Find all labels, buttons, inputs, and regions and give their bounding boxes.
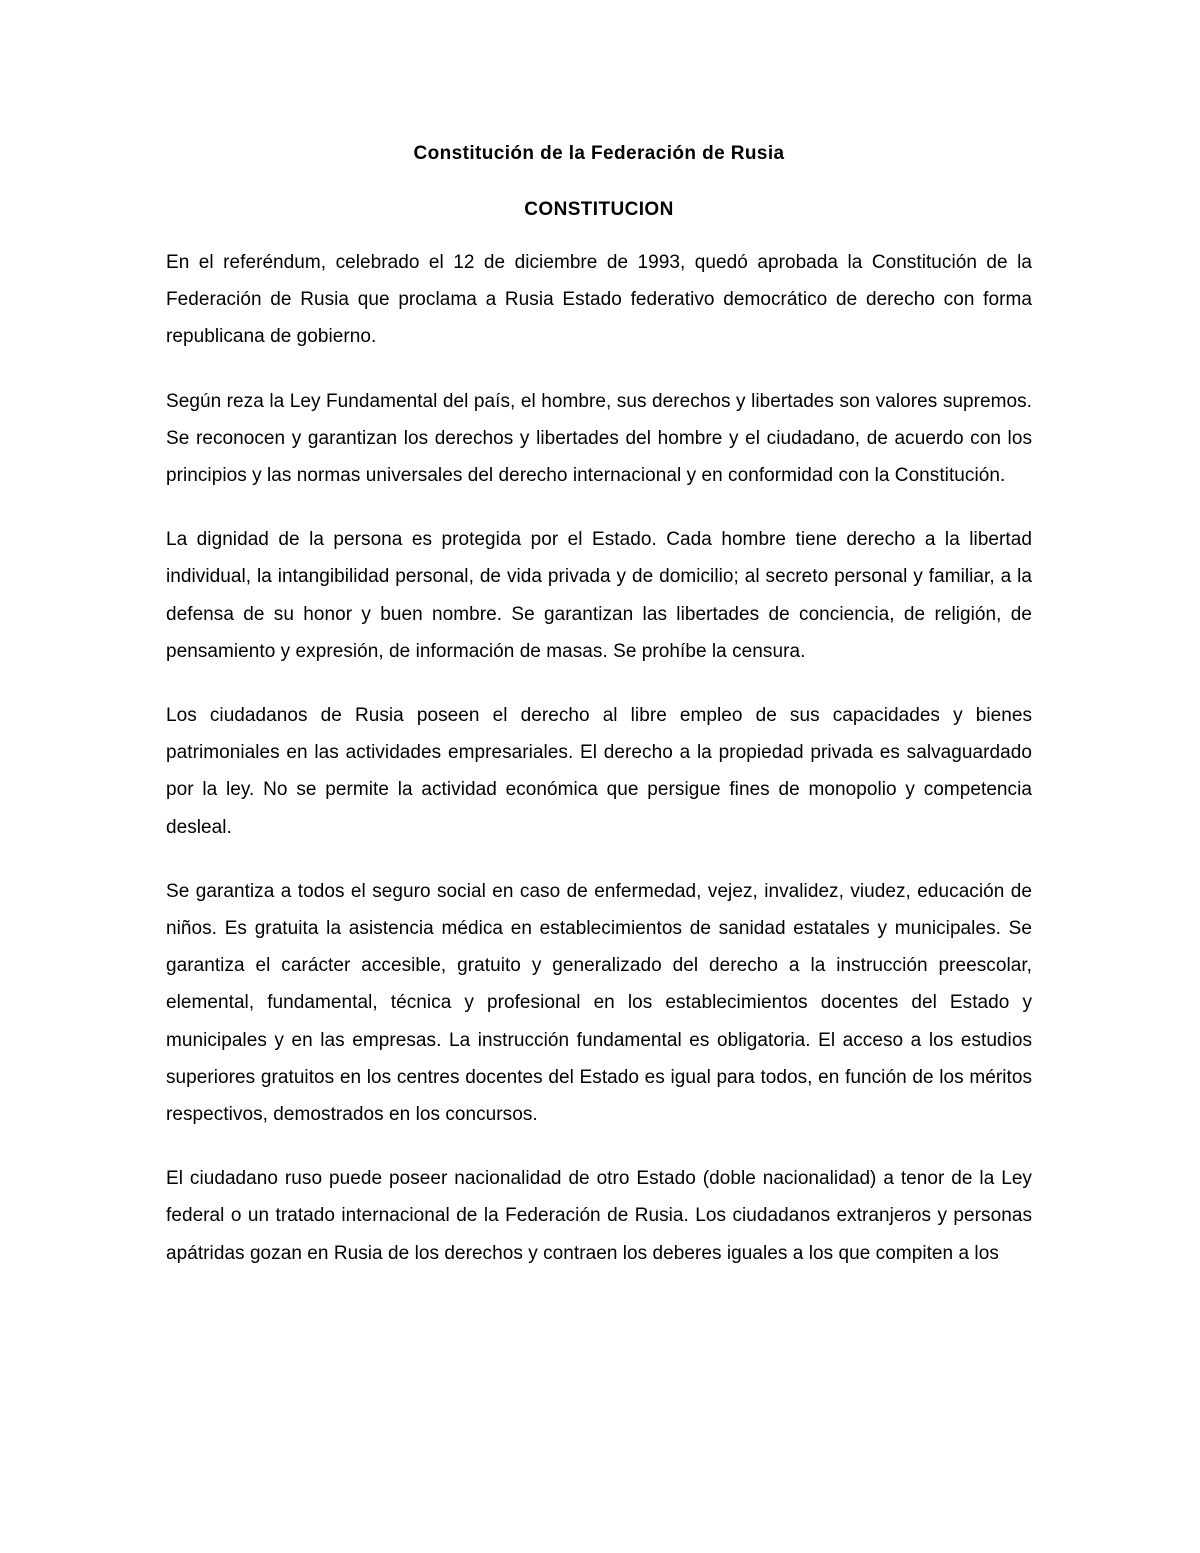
document-subtitle: CONSTITUCION xyxy=(524,199,674,220)
paragraph-economic-rights: Los ciudadanos de Rusia poseen el derecho al libre empleo de sus capacidades y bienes patrimoniales en las actividades empresariales. El derecho a la propiedad privada es salvaguardado por la ley. No se permite la actividad económica que persigue fines de monopolio y competencia desleal. xyxy=(166,705,1032,838)
document-body xyxy=(166,244,1032,1272)
paragraph-nationality: El ciudadano ruso puede poseer nacionalidad de otro Estado (doble nacionalidad) a tenor de la Ley federal o un tratado internacional de la Federación de Rusia. Los ciudadanos extranjeros y personas apátridas gozan en Rusia de los derechos y contraen los deberes iguales a los que compiten a los xyxy=(166,1168,1032,1264)
paragraph-fundamental-law: Según reza la Ley Fundamental del país, el hombre, sus derechos y libertades son valores supremos. Se reconocen y garantizan los derechos y libertades del hombre y el ciudadano, de acuerdo con los principios y las normas universales del derecho internacional y en conformidad con la Constitución. xyxy=(166,390,1032,487)
paragraph-dignity: La dignidad de la persona es protegida por el Estado. Cada hombre tiene derecho a la libertad individual, la intangibilidad personal, de vida privada y de domicilio; al secreto personal y familiar, a la defensa de su honor y buen nombre. Se garantizan las libertades de conciencia, de religión, de pensamiento y expresión, de información de masas. Se prohíbe la censura. xyxy=(166,529,1032,662)
paragraph-social-security: Se garantiza a todos el seguro social en caso de enfermedad, vejez, invalidez, viudez, educación de niños. Es gratuita la asistencia médica en establecimientos de sanidad estatales y municipales. Se garantiza el carácter accesible, gratuito y generalizado del derecho a la instrucción preescolar, elemental, fundamental, técnica y profesional en los establecimientos docentes del Estado y municipales y en las empresas. La instrucción fundamental es obligatoria. El acceso a los estudios superiores gratuitos en los centres docentes del Estado es igual para todos, en función de los méritos respectivos, demostrados en los concursos. xyxy=(166,880,1032,1126)
document-content xyxy=(166,136,1032,1272)
paragraph-referendum: En el referéndum, celebrado el 12 de diciembre de 1993, quedó aprobada la Constitución de la Federación de Rusia que proclama a Rusia Estado federativo democrático de derecho con forma republicana de gobierno. xyxy=(166,252,1032,348)
document-title: Constitución de la Federación de Rusia xyxy=(413,143,785,164)
